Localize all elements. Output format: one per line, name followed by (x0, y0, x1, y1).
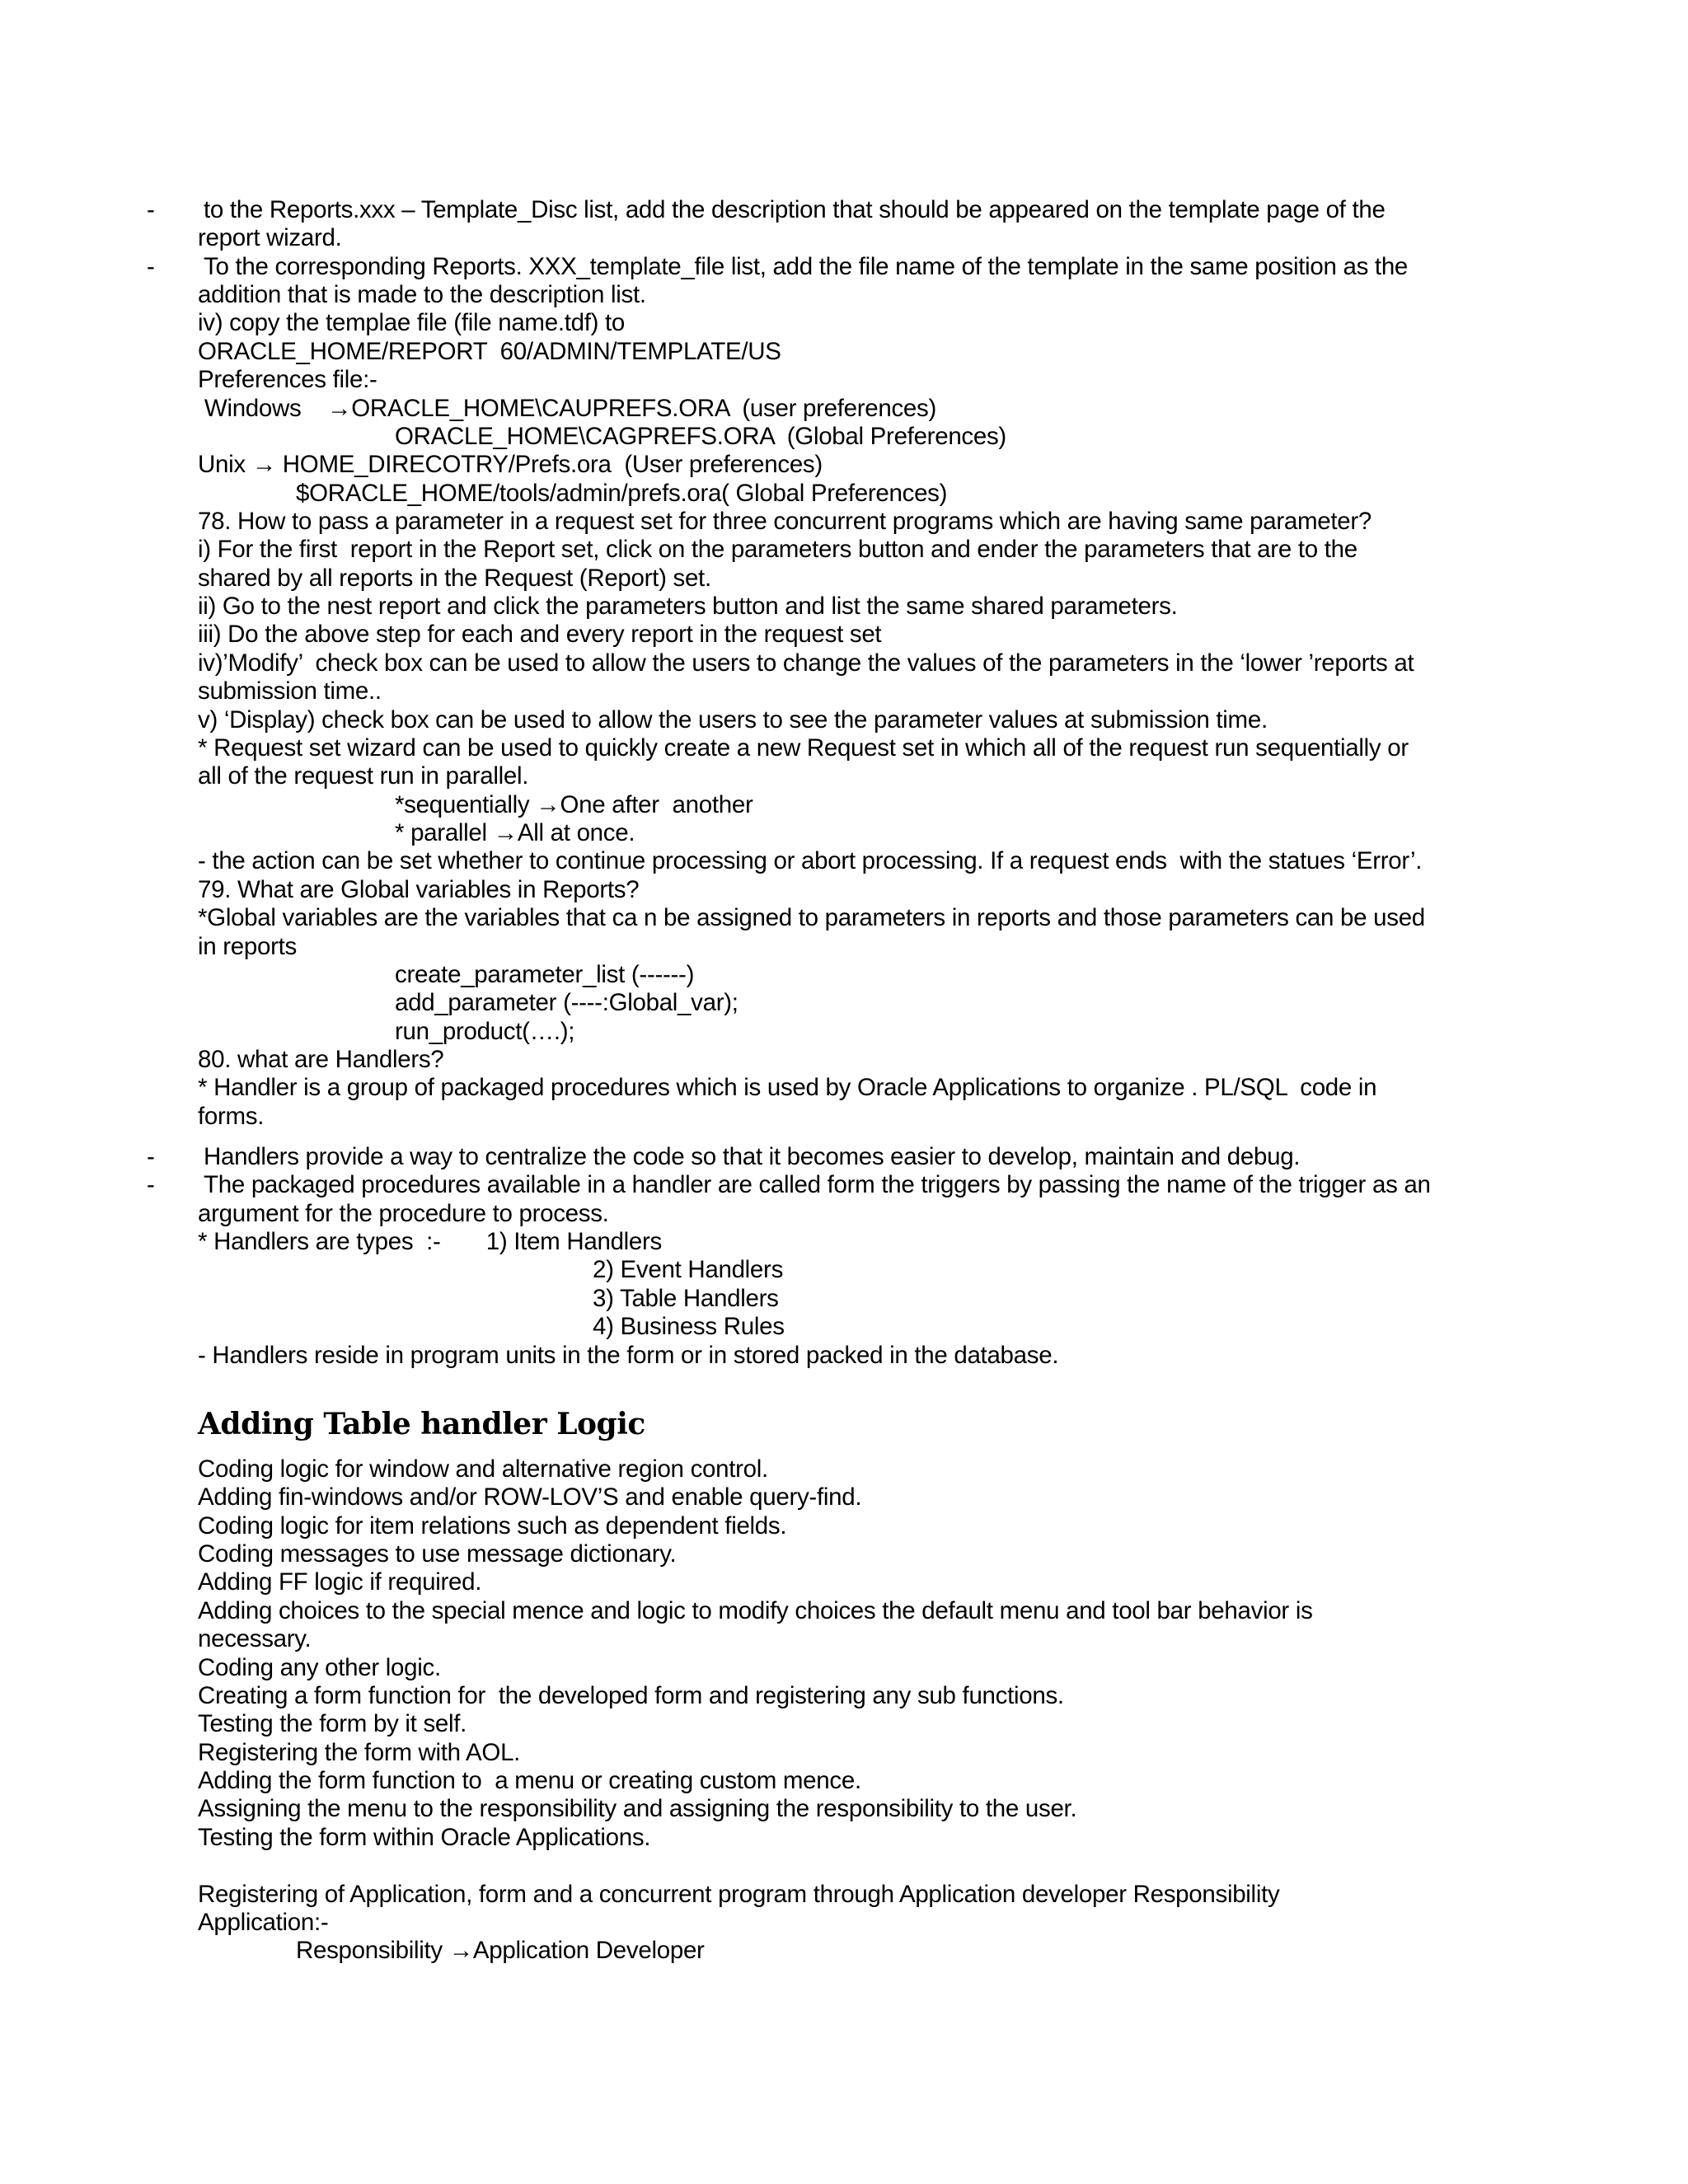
text-line: Preferences file:- (198, 366, 377, 393)
text-line: ORACLE_HOME/REPORT 60/ADMIN/TEMPLATE/US (198, 338, 781, 365)
text-line: Unix → HOME_DIRECOTRY/Prefs.ora (User preferences) (198, 451, 823, 478)
text-line: in reports (198, 933, 297, 960)
text-line: *sequentially →One after another (395, 791, 753, 818)
text-line: run_product(….); (395, 1018, 575, 1045)
text-line: * Handler is a group of packaged procedures which is used by Oracle Applications to organize . PL/SQL code in (198, 1074, 1377, 1101)
text-line: i) For the first report in the Report set, click on the parameters button and ender the parameters that are to the (198, 536, 1357, 563)
text-line: iv) copy the templae file (file name.tdf) to (198, 309, 626, 336)
text-line: To the corresponding Reports. XXX_template_file list, add the file name of the template in the same position as the (204, 253, 1409, 280)
text-line: Registering of Application, form and a concurrent program through Application developer Responsibility (198, 1881, 1280, 1908)
text-line: * parallel →All at once. (395, 819, 635, 846)
text-line: create_parameter_list (------) (395, 961, 695, 988)
text-line: Creating a form function for the developed form and registering any sub functions. (198, 1682, 1064, 1709)
text-line: * Request set wizard can be used to quickly create a new Request set in which all of the request run sequentially or (198, 734, 1409, 762)
text-line: - the action can be set whether to continue processing or abort processing. If a request ends with the statues ‘Error’. (198, 847, 1423, 874)
text-line: The packaged procedures available in a handler are called form the triggers by passing the name of the trigger as an (204, 1171, 1431, 1198)
text-line: report wizard. (198, 224, 342, 251)
text-line: Registering the form with AOL. (198, 1739, 521, 1766)
text-line: all of the request run in parallel. (198, 762, 529, 790)
text-line: * Handlers are types :- 1) Item Handlers (198, 1228, 663, 1255)
text-line: ii) Go to the nest report and click the parameters button and list the same shared parameters. (198, 593, 1178, 620)
bullet-dash: - (147, 1171, 155, 1198)
text-line: 78. How to pass a parameter in a request set for three concurrent programs which are having same parameter? (198, 508, 1372, 535)
text-line: shared by all reports in the Request (Report) set. (198, 565, 711, 592)
text-line: 80. what are Handlers? (198, 1046, 444, 1073)
bullet-dash: - (147, 253, 155, 280)
section-heading: Adding Table handler Logic (198, 1407, 645, 1441)
text-line: iv)’Modify’ check box can be used to allow the users to change the values of the parameters in the ‘lower ’reports at (198, 649, 1414, 677)
text-line: Adding choices to the special mence and logic to modify choices the default menu and tool bar behavior is (198, 1597, 1313, 1624)
text-line: 4) Business Rules (593, 1313, 785, 1340)
text-line: Coding logic for window and alternative region control. (198, 1455, 768, 1483)
text-line: Handlers provide a way to centralize the code so that it becomes easier to develop, maintain and debug. (204, 1143, 1301, 1170)
text-line: argument for the procedure to process. (198, 1200, 609, 1227)
bullet-dash: - (147, 1143, 155, 1170)
text-line: Assigning the menu to the responsibility and assigning the responsibility to the user. (198, 1795, 1077, 1822)
text-line: Adding FF logic if required. (198, 1568, 482, 1596)
bullet-dash: - (147, 196, 155, 223)
text-line: 2) Event Handlers (593, 1256, 784, 1283)
text-line: add_parameter (----:Global_var); (395, 989, 738, 1016)
text-line: iii) Do the above step for each and every report in the request set (198, 621, 882, 648)
text-line: Adding the form function to a menu or creating custom mence. (198, 1767, 861, 1794)
text-line: Testing the form by it self. (198, 1710, 467, 1737)
text-line: Testing the form within Oracle Applications. (198, 1824, 651, 1851)
text-line: Responsibility →Application Developer (296, 1937, 705, 1964)
text-line: 3) Table Handlers (593, 1285, 779, 1312)
text-line: addition that is made to the description list. (198, 281, 646, 308)
text-line: to the Reports.xxx – Template_Disc list, add the description that should be appeared on the template page of the (204, 196, 1386, 223)
text-line: - Handlers reside in program units in the form or in stored packed in the database. (198, 1342, 1059, 1369)
text-line: submission time.. (198, 677, 382, 705)
text-line: necessary. (198, 1625, 312, 1652)
text-line: *Global variables are the variables that ca n be assigned to parameters in reports and those parameters can be used (198, 904, 1425, 931)
text-line: Windows →ORACLE_HOME\CAUPREFS.ORA (user preferences) (198, 395, 937, 422)
text-line: Coding any other logic. (198, 1654, 441, 1681)
text-line: Adding fin-windows and/or ROW-LOV’S and enable query-find. (198, 1483, 862, 1511)
text-line: 79. What are Global variables in Reports? (198, 876, 640, 903)
text-line: Coding logic for item relations such as dependent fields. (198, 1512, 787, 1540)
text-line: $ORACLE_HOME/tools/admin/prefs.ora( Global Preferences) (296, 480, 948, 507)
text-line: v) ‘Display) check box can be used to allow the users to see the parameter values at submission time. (198, 706, 1268, 733)
text-line: Coding messages to use message dictionary. (198, 1540, 677, 1568)
text-line: ORACLE_HOME\CAGPREFS.ORA (Global Preferences) (395, 423, 1006, 450)
text-line: forms. (198, 1103, 265, 1130)
text-line: Application:- (198, 1909, 329, 1936)
